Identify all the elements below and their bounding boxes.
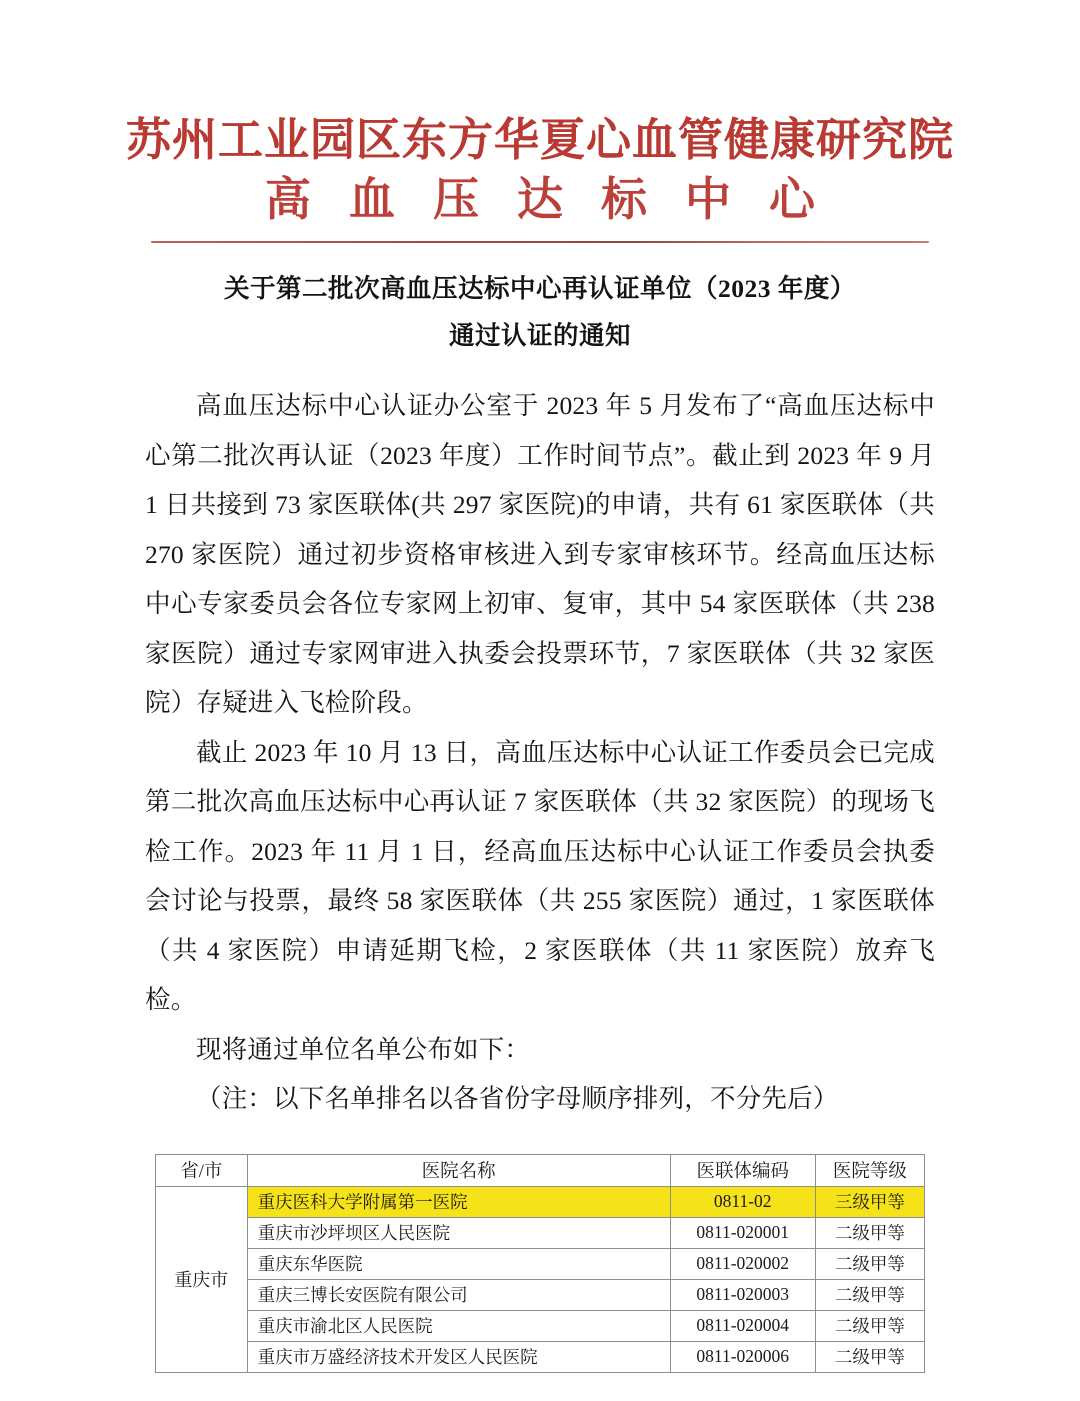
cell-hospital-grade: 二级甲等 [815, 1217, 924, 1248]
table-row[interactable] [156, 1217, 925, 1248]
cell-alliance-code: 0811-020004 [670, 1310, 815, 1341]
cell-hospital-name: 重庆市万盛经济技术开发区人民医院 [247, 1341, 670, 1372]
document-body [145, 381, 935, 1124]
cell-hospital-grade: 二级甲等 [815, 1310, 924, 1341]
table-header [156, 1154, 925, 1186]
letterhead-center-name: 高血压达标中心 [265, 174, 853, 225]
table-header-row [156, 1154, 925, 1186]
cell-alliance-code: 0811-020001 [670, 1217, 815, 1248]
cell-hospital-name: 重庆市沙坪坝区人民医院 [247, 1217, 670, 1248]
document-title [0, 265, 1080, 359]
body-paragraph-1: 高血压达标中心认证办公室于 2023 年 5 月发布了“高血压达标中心第二批次再认证（2023 年度）工作时间节点”。截止到 2023 年 9 月 1 日共接到 73 家医联体(共 297 家医院)的申请，共有 61 家医联体（共 270 家医院）通过初步资格审核进入到专家审核环节。经高血压达标中心专家委员会各位专家网上初审、复审，其中 54 家医联体（共 238 家医院）通过专家网审进入执委会投票环节，7 家医联体（共 32 家医院）存疑进入飞检阶段。 [145, 391, 935, 718]
letterhead-divider-rule [151, 241, 929, 243]
body-paragraph-3: 现将通过单位名单公布如下： [196, 1034, 531, 1064]
cell-hospital-name: 重庆市渝北区人民医院 [247, 1310, 670, 1341]
document-title-line-1: 关于第二批次高血压达标中心再认证单位（2023 年度） [224, 274, 856, 303]
hospital-listing-table [155, 1154, 925, 1373]
column-header-province: 省/市 [156, 1154, 248, 1186]
table-body [156, 1186, 925, 1372]
document-title-line-2: 通过认证的通知 [448, 321, 631, 351]
letterhead-institute-name: 苏州工业园区东方华夏心血管健康研究院 [0, 118, 1080, 163]
table-row[interactable] [156, 1186, 925, 1217]
hospital-listing-table-wrapper [155, 1154, 925, 1373]
letterhead [0, 0, 1080, 243]
cell-hospital-grade: 三级甲等 [815, 1186, 924, 1217]
column-header-hospital-grade: 医院等级 [815, 1154, 924, 1186]
cell-hospital-name: 重庆医科大学附属第一医院 [247, 1186, 670, 1217]
table-row[interactable] [156, 1279, 925, 1310]
cell-province: 重庆市 [156, 1186, 248, 1372]
cell-alliance-code: 0811-020002 [670, 1248, 815, 1279]
cell-hospital-grade: 二级甲等 [815, 1248, 924, 1279]
cell-hospital-name: 重庆三博长安医院有限公司 [247, 1279, 670, 1310]
cell-alliance-code: 0811-020003 [670, 1279, 815, 1310]
table-row[interactable] [156, 1341, 925, 1372]
table-row[interactable] [156, 1310, 925, 1341]
column-header-alliance-code: 医联体编码 [670, 1154, 815, 1186]
cell-hospital-grade: 二级甲等 [815, 1341, 924, 1372]
body-paragraph-note: （注：以下名单排名以各省份字母顺序排列，不分先后） [196, 1084, 839, 1114]
cell-alliance-code: 0811-020006 [670, 1341, 815, 1372]
body-paragraph-2: 截止 2023 年 10 月 13 日，高血压达标中心认证工作委员会已完成第二批次高血压达标中心再认证 7 家医联体（共 32 家医院）的现场飞检工作。2023 年 11 月 1 日，经高血压达标中心认证工作委员会执委会讨论与投票，最终 58 家医联体（共 255 家医院）通过，1 家医联体（共 4 家医院）申请延期飞检，2 家医联体（共 11 家医院）放弃飞检。 [145, 737, 935, 1015]
cell-hospital-name: 重庆东华医院 [247, 1248, 670, 1279]
table-row[interactable] [156, 1248, 925, 1279]
cell-hospital-grade: 二级甲等 [815, 1279, 924, 1310]
column-header-hospital-name: 医院名称 [247, 1154, 670, 1186]
cell-alliance-code: 0811-02 [670, 1186, 815, 1217]
